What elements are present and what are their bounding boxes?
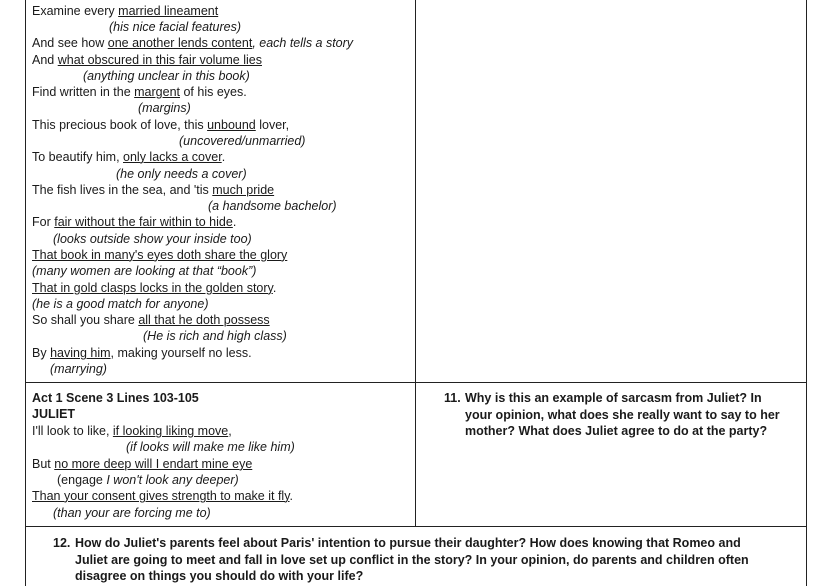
- row-divider-1: [25, 382, 807, 383]
- scene-line: I'll look to like, if looking liking move,: [32, 424, 232, 438]
- poem-line: To beautify him, only lacks a cover.: [32, 150, 226, 164]
- poem-gloss: (He is rich and high class): [143, 329, 287, 343]
- question-text: Why is this an example of sarcasm from Juliet? In: [465, 391, 762, 405]
- scene-line: But no more deep will I endart mine eye: [32, 457, 253, 471]
- question-text: How do Juliet's parents feel about Paris' intention to pursue their daughter? How does knowing that Romeo and: [75, 536, 741, 550]
- scene-line: Than your consent gives strength to make it fly.: [32, 489, 294, 503]
- scene-gloss: (engage I won't look any deeper): [57, 473, 239, 487]
- poem-gloss: (anything unclear in this book): [83, 69, 250, 83]
- poem-gloss: (uncovered/unmarried): [179, 134, 306, 148]
- poem-line: And what obscured in this fair volume lies: [32, 53, 262, 67]
- speaker-name: JULIET: [32, 407, 76, 421]
- poem-gloss: (marrying): [50, 362, 107, 376]
- poem-line: For fair without the fair within to hide.: [32, 215, 237, 229]
- poem-line: That book in many's eyes doth share the glory: [32, 248, 288, 262]
- poem-gloss: (many women are looking at that “book”): [32, 264, 257, 278]
- poem-line: And see how one another lends content, each tells a story: [32, 36, 354, 50]
- scene-heading: Act 1 Scene 3 Lines 103-105: [32, 391, 199, 405]
- poem-line: So shall you share all that he doth possess: [32, 313, 270, 327]
- table-border-left: [25, 0, 26, 586]
- table-border-right: [806, 0, 807, 586]
- poem-line: That in gold clasps locks in the golden story.: [32, 281, 277, 295]
- column-divider: [415, 0, 416, 527]
- question-text: mother? What does Juliet agree to do at the party?: [465, 424, 768, 438]
- question-number: 12.: [53, 536, 71, 550]
- question-11: [444, 390, 804, 442]
- question-text: Juliet are going to meet and fall in love set up conflict in the story? In your opinion, do parents and children often: [75, 553, 749, 567]
- scene-gloss: (if looks will make me like him): [126, 440, 295, 454]
- question-text: disagree on things you should do with your life?: [75, 569, 364, 583]
- poem-gloss: (margins): [138, 101, 191, 115]
- scene-gloss: (than your are forcing me to): [53, 506, 211, 520]
- poem-gloss: (looks outside show your inside too): [53, 232, 252, 246]
- poem-gloss: (he only needs a cover): [116, 167, 247, 181]
- question-number: 11.: [444, 391, 461, 405]
- poem-gloss: (a handsome bachelor): [208, 199, 337, 213]
- row-divider-2: [25, 526, 807, 527]
- poem-line: Examine every married lineament: [32, 4, 219, 18]
- poem-line: The fish lives in the sea, and 'tis much pride: [32, 183, 275, 197]
- poem-gloss: (he is a good match for anyone): [32, 297, 209, 311]
- question-12: [53, 535, 805, 585]
- poem-gloss: (his nice facial features): [109, 20, 242, 34]
- poem-line: This precious book of love, this unbound lover,: [32, 118, 290, 132]
- question-text: your opinion, what does she really want to say to her: [465, 408, 780, 422]
- poem-line: By having him, making yourself no less.: [32, 346, 252, 360]
- poem-line: Find written in the margent of his eyes.: [32, 85, 247, 99]
